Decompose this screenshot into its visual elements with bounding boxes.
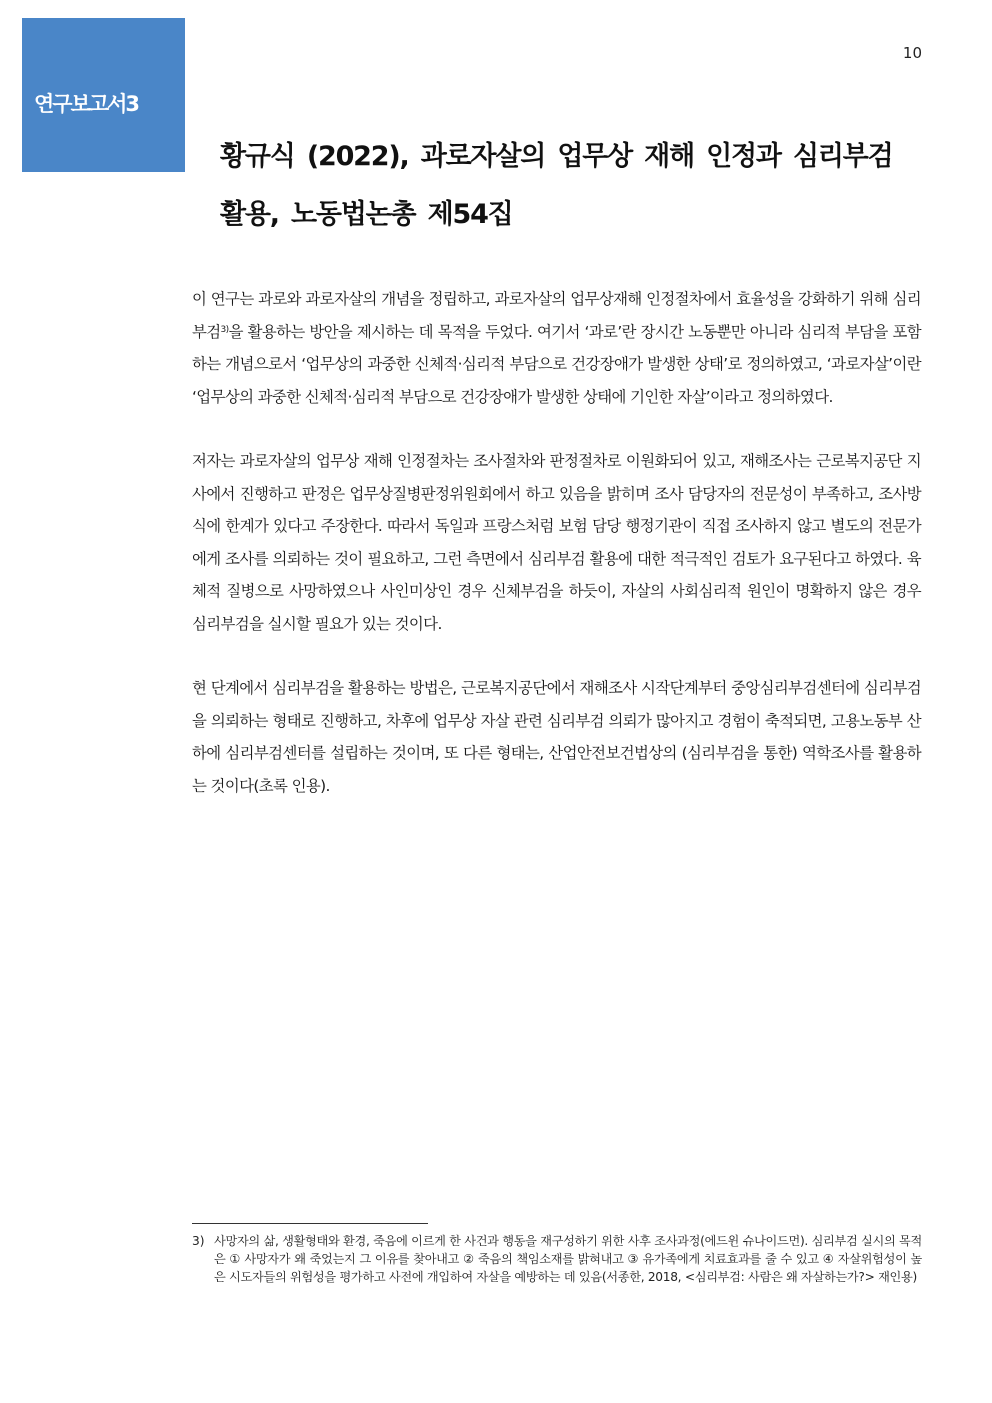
paragraph-1	[192, 283, 921, 413]
section-tab	[22, 18, 185, 172]
paragraph-2: 저자는 과로자살의 업무상 재해 인정절차는 조사절차와 판정절차로 이원화되어 있고, 재해조사는 근로복지공단 지사에서 진행하고 판정은 업무상질병판정위원회에서 하고 있음을 밝히며 조사 담당자의 전문성이 부족하고, 조사방식에 한계가 있다고 주장한다. 따라서 독일과 프랑스처럼 보험 담당 행정기관이 직접 조사하지 않고 별도의 전문가에게 조사를 의뢰하는 것이 필요하고, 그런 측면에서 심리부검 활용에 대한 적극적인 검토가 요구된다고 하였다. 육체적 질병으로 사망하였으나 사인미상인 경우 신체부검을 하듯이, 자살의 사회심리적 원인이 명확하지 않은 경우 심리부검을 실시할 필요가 있는 것이다.	[192, 452, 921, 633]
footnote-divider	[192, 1223, 428, 1224]
page-title: 황규식 (2022), 과로자살의 업무상 재해 인정과 심리부검 활용, 노동법논총 제54집	[220, 141, 893, 230]
footnote-mark: 3)	[192, 1234, 205, 1248]
footnote-text: 사망자의 삶, 생활형태와 환경, 죽음에 이르게 한 사건과 행동을 재구성하기 위한 사후 조사과정(에드윈 슈나이드먼). 심리부검 실시의 목적은 ① 사망자가 왜 죽었는지 그 이유를 찾아내고 ② 죽음의 책임소재를 밝혀내고 ③ 유가족에게 치료효과를 줄 수 있고 ④ 자살위험성이 높은 시도자들의 위험성을 평가하고 사전에 개입하여 자살을 예방하는 데 있음(서종한, 2018, <심리부검: 사람은 왜 자살하는가?> 재인용)	[214, 1234, 922, 1284]
paragraph-1-text-b: 을 활용하는 방안을 제시하는 데 목적을 두었다. 여기서 ‘과로’란 장시간 노동뿐만 아니라 심리적 부담을 포함하는 개념으로서 ‘업무상의 과중한 신체적·심리적 부담으로 건강장애가 발생한 상태’로 정의하였고, ‘과로자살’이란 ‘업무상의 과중한 신체적·심리적 부담으로 건강장애가 발생한 상태에 기인한 자살’이라고 정의하였다.	[192, 322, 921, 406]
paragraph-1-text-a: 이 연구는 과로와 과로자살의 개념을 정립하고, 과로자살의 업무상재해 인정절차에서 효율성을 강화하기 위해 심리부검	[192, 290, 921, 341]
footnote-ref[interactable]: 3)	[220, 324, 229, 335]
page-number: 10	[902, 44, 922, 62]
footnote	[192, 1232, 922, 1286]
section-label: 연구보고서3	[34, 92, 139, 116]
main-content	[192, 283, 921, 834]
paragraph-3: 현 단계에서 심리부검을 활용하는 방법은, 근로복지공단에서 재해조사 시작단계부터 중앙심리부검센터에 심리부검을 의뢰하는 형태로 진행하고, 차후에 업무상 자살 관련 심리부검 의뢰가 많아지고 경험이 축적되면, 고용노동부 산하에 심리부검센터를 설립하는 것이며, 또 다른 형태는, 산업안전보건법상의 (심리부검을 통한) 역학조사를 활용하는 것이다(초록 인용).	[192, 679, 921, 795]
